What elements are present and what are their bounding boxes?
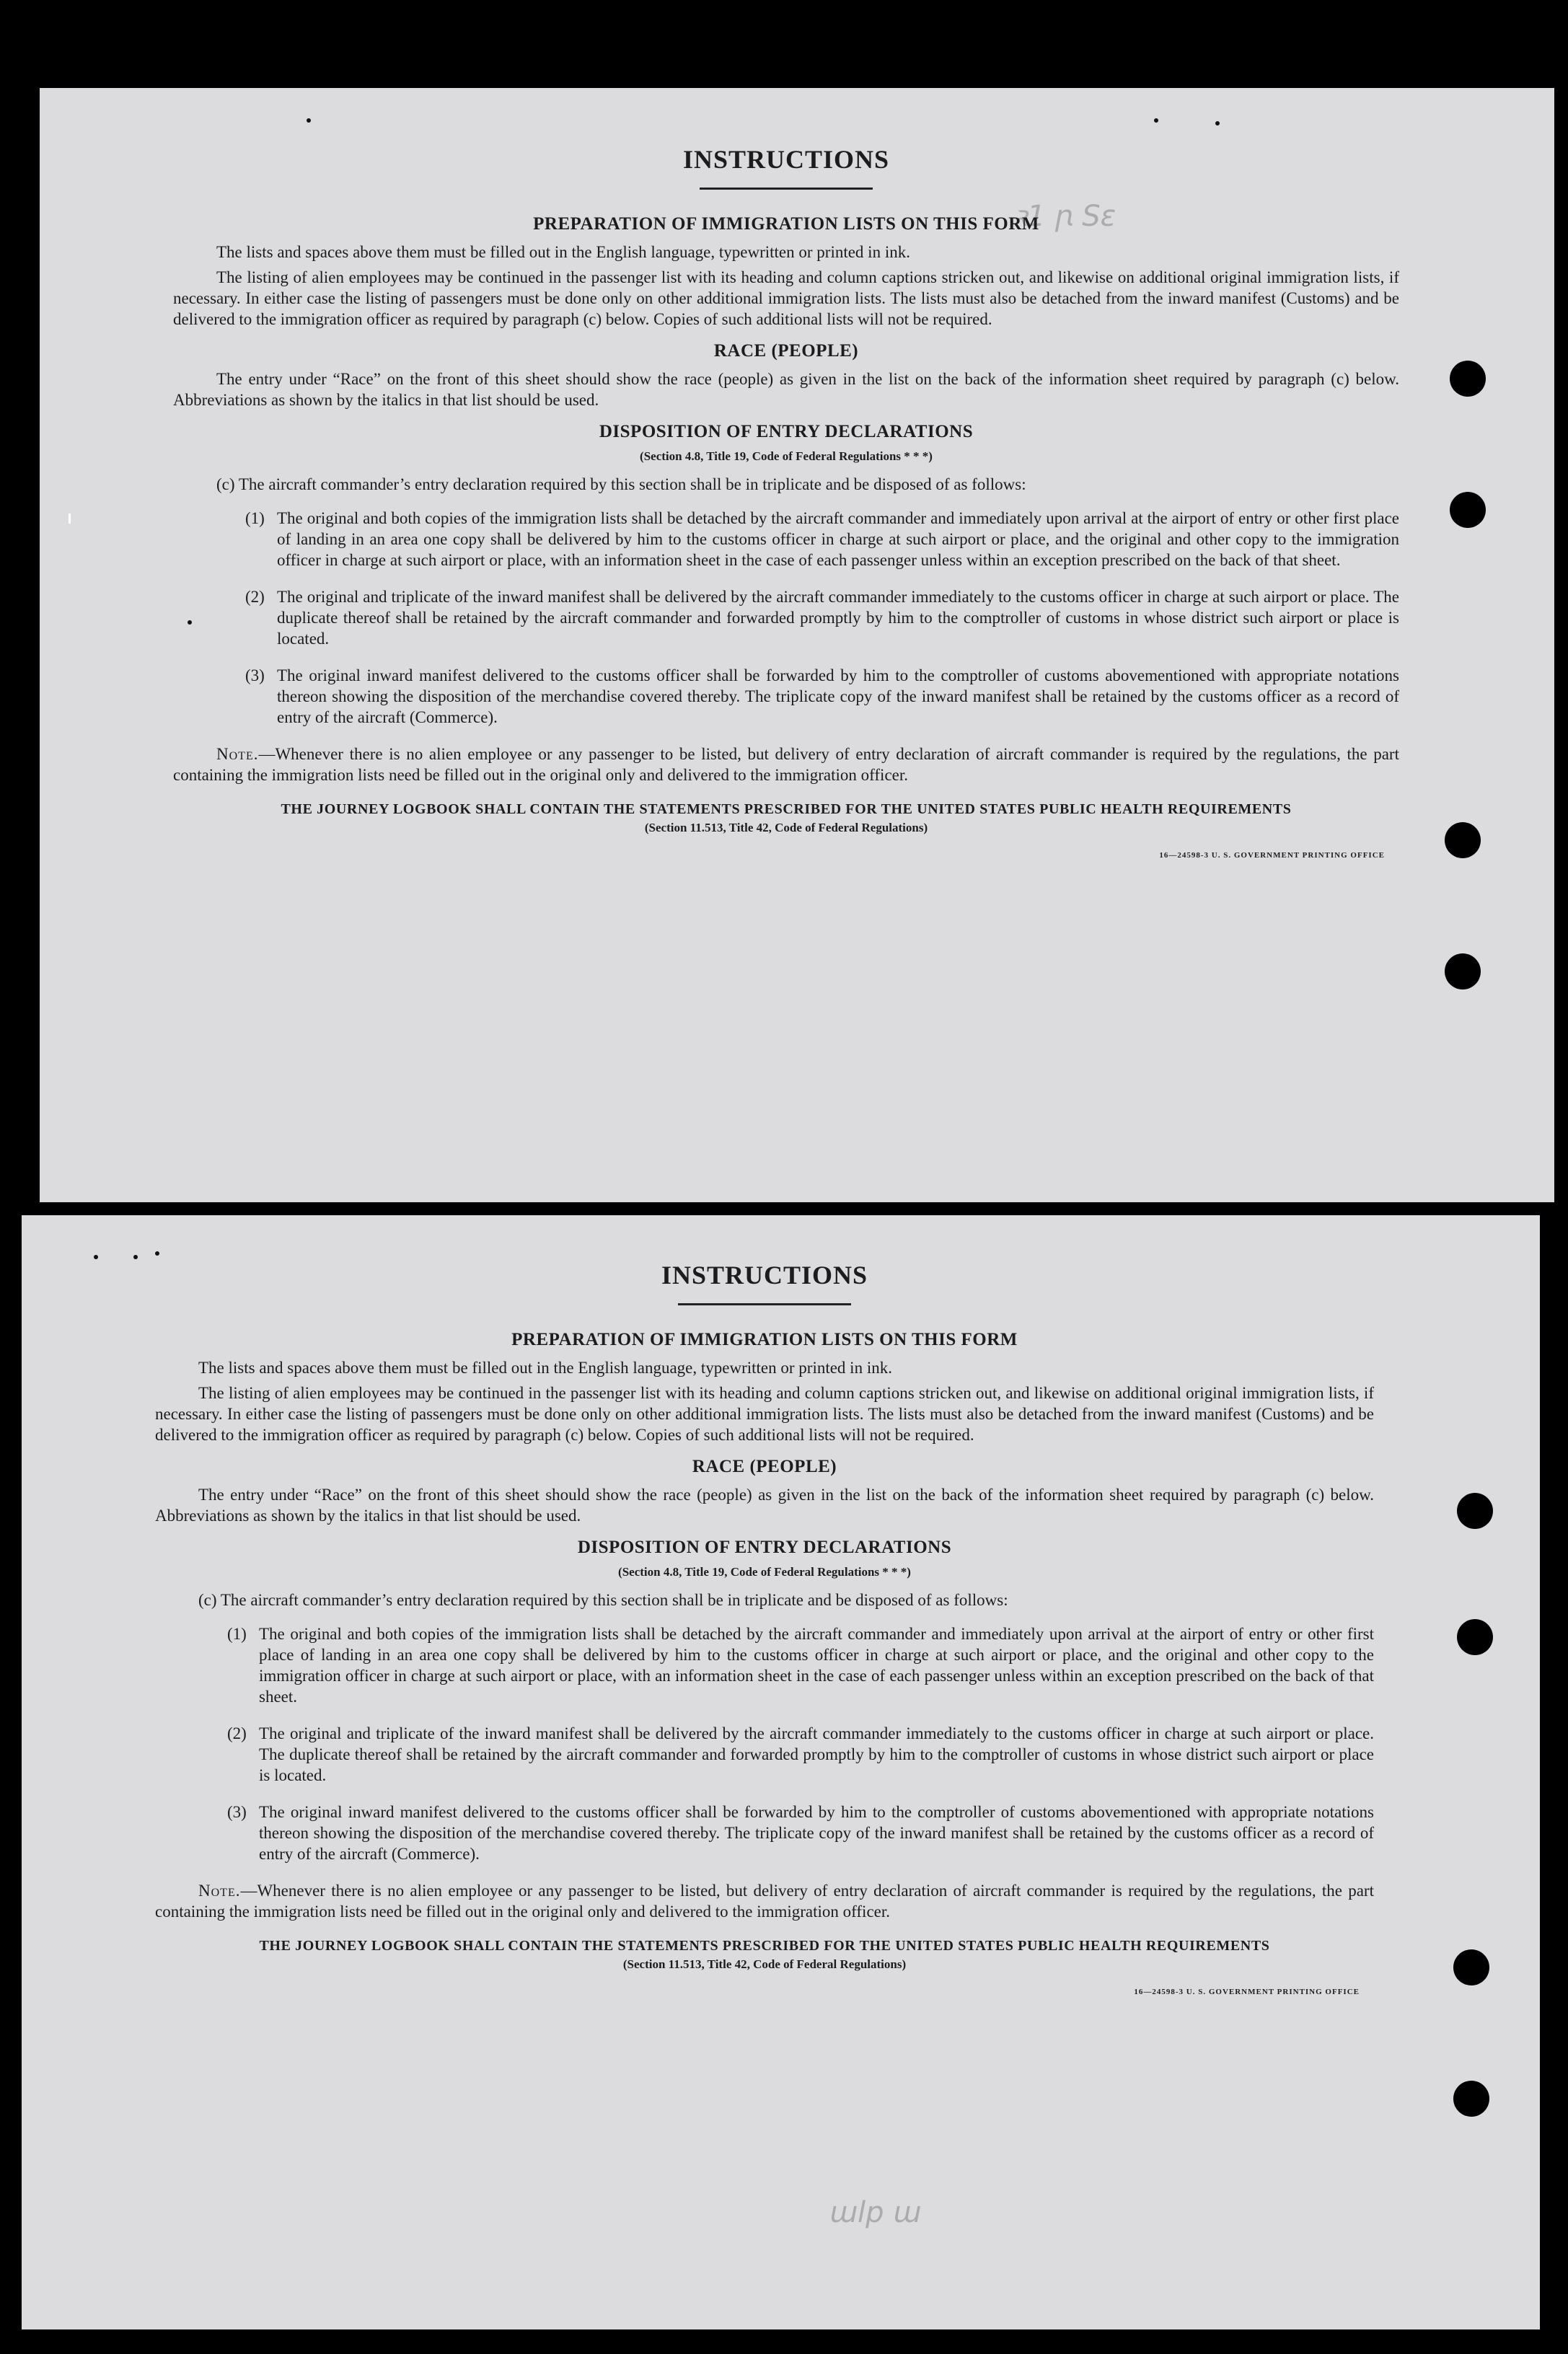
disposition-heading: DISPOSITION OF ENTRY DECLARATIONS <box>599 422 974 441</box>
disposition-item <box>227 1623 1374 1707</box>
printing-office-footer: 16—24598-3 U. S. GOVERNMENT PRINTING OFFICE <box>1134 1988 1360 1996</box>
punch-hole-icon <box>1445 953 1481 989</box>
punch-hole-icon <box>1453 1949 1489 1985</box>
disposition-citation: (Section 4.8, Title 19, Code of Federal Regulations * * *) <box>640 449 933 463</box>
item-number: (3) <box>227 1803 247 1821</box>
disposition-item <box>245 508 1399 570</box>
journey-logbook-statement: THE JOURNEY LOGBOOK SHALL CONTAIN THE STATEMENTS PRESCRIBED FOR THE UNITED STATES PUBLIC HEALTH REQUIREMENTS <box>281 801 1292 817</box>
item-number: (2) <box>245 588 265 606</box>
disposition-heading: DISPOSITION OF ENTRY DECLARATIONS <box>577 1538 952 1557</box>
note-label: Note. <box>216 745 259 763</box>
sheet-content <box>22 1215 1540 1996</box>
note-text: —Whenever there is no alien employee or any passenger to be listed, but delivery of entry declaration of aircraft commander is required by the regulations, the part containing the immigration lists need be filled out in the original only and delivered to the immigration officer. <box>173 745 1399 784</box>
speck-mark <box>307 118 311 123</box>
punch-hole-icon <box>1453 2081 1489 2117</box>
punch-hole-icon <box>1457 1493 1493 1529</box>
printing-office-footer: 16—24598-3 U. S. GOVERNMENT PRINTING OFFICE <box>1159 851 1385 860</box>
disposition-clause-c: (c) The aircraft commander’s entry declaration required by this section shall be in triplicate and be disposed of as follows: <box>216 475 1026 493</box>
disposition-clause-c: (c) The aircraft commander’s entry declaration required by this section shall be in triplicate and be disposed of as follows: <box>198 1591 1008 1609</box>
disposition-item <box>245 665 1399 728</box>
pencil-marks: ɯlp ɯ <box>829 2196 922 2229</box>
note-paragraph <box>155 1880 1374 1922</box>
journey-logbook-statement: THE JOURNEY LOGBOOK SHALL CONTAIN THE STATEMENTS PRESCRIBED FOR THE UNITED STATES PUBLIC HEALTH REQUIREMENTS <box>259 1938 1270 1954</box>
race-heading: RACE (PEOPLE) <box>713 341 859 361</box>
preparation-paragraph-2: The listing of alien employees may be continued in the passenger list with its heading and column captions stricken out, and likewise on additional original immigration lists, if necessary. In either case the listing of passengers must be done only on other additional immigration lists. The lists must also be detached from the inward manifest (Customs) and be delivered to the immigration officer as required by paragraph (c) below. Copies of such additional lists will not be required. <box>173 268 1399 328</box>
punch-hole-icon <box>1450 492 1486 528</box>
item-text: The original and both copies of the immigration lists shall be detached by the aircraft commander and immediately upon arrival at the airport of entry or other first place of landing in an area one copy shall be delivered by him to the customs officer in charge at such airport or place, and the original and other copy to the immigration officer in charge at such airport or place, with an information sheet in the case of each passenger unless within an exception prescribed on the back of that sheet. <box>277 509 1399 569</box>
preparation-paragraph-1: The lists and spaces above them must be filled out in the English language, typewritten or printed in ink. <box>216 243 910 261</box>
preparation-heading: PREPARATION OF IMMIGRATION LISTS ON THIS FORM <box>533 214 1039 234</box>
disposition-citation: (Section 4.8, Title 19, Code of Federal Regulations * * *) <box>618 1565 911 1579</box>
item-number: (1) <box>227 1625 247 1643</box>
punch-hole-icon <box>1457 1619 1493 1655</box>
journey-citation: (Section 11.513, Title 42, Code of Federal Regulations) <box>644 821 928 834</box>
page-title: INSTRUCTIONS <box>682 145 890 174</box>
item-number: (1) <box>245 509 265 527</box>
sheet-content <box>40 88 1554 860</box>
journey-citation: (Section 11.513, Title 42, Code of Federal Regulations) <box>622 1957 907 1971</box>
speck-mark <box>155 1251 159 1256</box>
speck-mark <box>1215 121 1220 125</box>
item-text: The original and triplicate of the inward manifest shall be delivered by the aircraft commander immediately to the customs officer in charge at such airport or place. The duplicate thereof shall be retained by the aircraft commander and forwarded promptly by him to the comptroller of customs in whose district such airport or place is located. <box>259 1724 1374 1784</box>
instruction-sheet-bottom <box>22 1215 1540 2329</box>
race-paragraph: The entry under “Race” on the front of this sheet should show the race (people) as given in the list on the back of the information sheet required by paragraph (c) below. Abbreviations as shown by the italics in that list should be used. <box>173 370 1399 409</box>
speck-mark <box>133 1255 138 1259</box>
disposition-item <box>227 1802 1374 1864</box>
punch-hole-icon <box>1445 822 1481 858</box>
preparation-paragraph-1: The lists and spaces above them must be filled out in the English language, typewritten or printed in ink. <box>198 1359 892 1377</box>
title-rule <box>678 1303 851 1305</box>
preparation-heading: PREPARATION OF IMMIGRATION LISTS ON THIS FORM <box>511 1330 1018 1349</box>
race-heading: RACE (PEOPLE) <box>692 1457 837 1476</box>
edge-mark <box>69 513 71 524</box>
title-rule <box>700 188 873 190</box>
item-number: (3) <box>245 666 265 684</box>
punch-hole-icon <box>1450 361 1486 397</box>
preparation-paragraph-2: The listing of alien employees may be continued in the passenger list with its heading and column captions stricken out, and likewise on additional original immigration lists, if necessary. In either case the listing of passengers must be done only on other additional immigration lists. The lists must also be detached from the inward manifest (Customs) and be delivered to the immigration officer as required by paragraph (c) below. Copies of such additional lists will not be required. <box>155 1384 1374 1444</box>
speck-mark <box>94 1255 98 1259</box>
note-label: Note. <box>198 1882 241 1900</box>
speck-mark <box>188 620 192 625</box>
item-text: The original inward manifest delivered to the customs officer shall be forwarded by him to the comptroller of customs abovementioned with appropriate notations thereon showing the disposition of the merchandise covered thereby. The triplicate copy of the inward manifest shall be retained by the customs officer as a record of entry of the aircraft (Commerce). <box>259 1803 1374 1863</box>
item-text: The original and triplicate of the inward manifest shall be delivered by the aircraft commander immediately to the customs officer in charge at such airport or place. The duplicate thereof shall be retained by the aircraft commander and forwarded promptly by him to the comptroller of customs in whose district such airport or place is located. <box>277 588 1399 648</box>
note-text: —Whenever there is no alien employee or any passenger to be listed, but delivery of entry declaration of aircraft commander is required by the regulations, the part containing the immigration lists need be filled out in the original only and delivered to the immigration officer. <box>155 1882 1374 1921</box>
pencil-marks: ꝛ1 ꞃ Sɛ <box>1013 200 1116 233</box>
race-paragraph: The entry under “Race” on the front of this sheet should show the race (people) as given in the list on the back of the information sheet required by paragraph (c) below. Abbreviations as shown by the italics in that list should be used. <box>155 1486 1374 1525</box>
page-title: INSTRUCTIONS <box>661 1261 868 1290</box>
instruction-sheet-top <box>40 88 1554 1202</box>
item-text: The original inward manifest delivered to the customs officer shall be forwarded by him to the comptroller of customs abovementioned with appropriate notations thereon showing the disposition of the merchandise covered thereby. The triplicate copy of the inward manifest shall be retained by the customs officer as a record of entry of the aircraft (Commerce). <box>277 666 1399 726</box>
disposition-item <box>227 1723 1374 1786</box>
disposition-item <box>245 586 1399 649</box>
note-paragraph <box>173 744 1399 785</box>
item-number: (2) <box>227 1724 247 1742</box>
item-text: The original and both copies of the immigration lists shall be detached by the aircraft commander and immediately upon arrival at the airport of entry or other first place of landing in an area one copy shall be delivered by him to the customs officer in charge at such airport or place, and the original and other copy to the immigration officer in charge at such airport or place, with an information sheet in the case of each passenger unless within an exception prescribed on the back of that sheet. <box>259 1625 1374 1706</box>
speck-mark <box>1154 118 1158 123</box>
